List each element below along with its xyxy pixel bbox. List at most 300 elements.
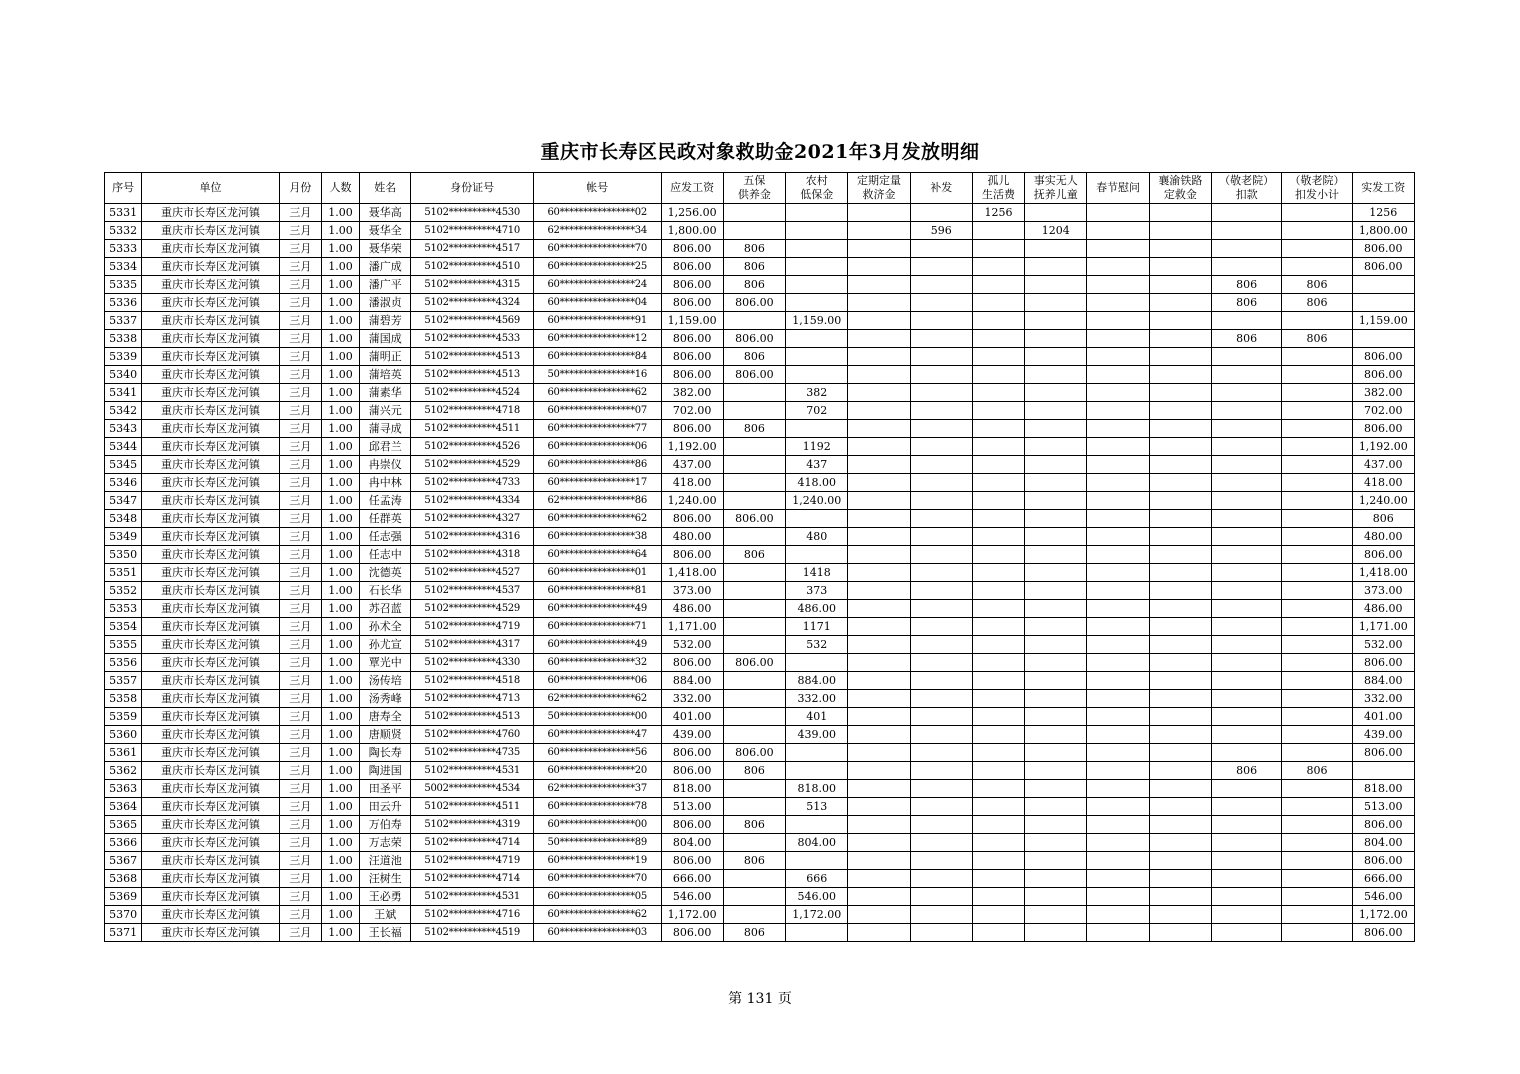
cell-actual: 806.00 (1352, 420, 1414, 438)
cell-fixed (848, 618, 910, 636)
cell-supp (910, 834, 972, 852)
cell-account: 60****************86 (533, 456, 661, 474)
cell-spring (1087, 528, 1149, 546)
cell-dibao: 480 (786, 528, 848, 546)
cell-spring (1087, 276, 1149, 294)
cell-seq: 5363 (105, 780, 142, 798)
cell-subtotal (1282, 474, 1352, 492)
cell-fixed (848, 204, 910, 222)
cell-spring (1087, 366, 1149, 384)
cell-child (1025, 726, 1087, 744)
cell-fixed (848, 744, 910, 762)
cell-unit: 重庆市长寿区龙河镇 (142, 330, 280, 348)
cell-name: 蒲碧芳 (360, 312, 411, 330)
cell-seq: 5356 (105, 654, 142, 672)
cell-dibao: 373 (786, 582, 848, 600)
cell-unit: 重庆市长寿区龙河镇 (142, 528, 280, 546)
cell-dibao (786, 852, 848, 870)
cell-wubao: 806 (723, 924, 785, 942)
cell-orphan (972, 312, 1024, 330)
cell-rail (1149, 276, 1211, 294)
cell-wubao (723, 204, 785, 222)
cell-seq: 5350 (105, 546, 142, 564)
cell-seq: 5354 (105, 618, 142, 636)
cell-rail (1149, 906, 1211, 924)
cell-seq: 5358 (105, 690, 142, 708)
cell-dibao: 532 (786, 636, 848, 654)
cell-due: 1,159.00 (661, 312, 723, 330)
cell-account: 60****************07 (533, 402, 661, 420)
cell-seq: 5352 (105, 582, 142, 600)
cell-deduct (1211, 582, 1281, 600)
cell-orphan (972, 690, 1024, 708)
cell-actual: 666.00 (1352, 870, 1414, 888)
cell-spring (1087, 240, 1149, 258)
cell-orphan (972, 636, 1024, 654)
cell-subtotal: 806 (1282, 276, 1352, 294)
cell-idno: 5102**********4327 (411, 510, 534, 528)
cell-actual: 1,800.00 (1352, 222, 1414, 240)
cell-deduct (1211, 222, 1281, 240)
cell-actual: 1,240.00 (1352, 492, 1414, 510)
cell-dibao: 702 (786, 402, 848, 420)
cell-due: 806.00 (661, 924, 723, 942)
cell-supp (910, 744, 972, 762)
cell-wubao (723, 312, 785, 330)
cell-fixed (848, 816, 910, 834)
cell-due: 804.00 (661, 834, 723, 852)
cell-due: 1,192.00 (661, 438, 723, 456)
cell-actual: 702.00 (1352, 402, 1414, 420)
cell-dibao: 513 (786, 798, 848, 816)
cell-account: 60****************01 (533, 564, 661, 582)
cell-fixed (848, 366, 910, 384)
cell-supp (910, 402, 972, 420)
cell-name: 任志中 (360, 546, 411, 564)
cell-deduct (1211, 564, 1281, 582)
cell-spring (1087, 870, 1149, 888)
cell-idno: 5102**********4519 (411, 924, 534, 942)
cell-subtotal (1282, 258, 1352, 276)
cell-wubao (723, 906, 785, 924)
cell-unit: 重庆市长寿区龙河镇 (142, 384, 280, 402)
cell-month: 三月 (279, 600, 321, 618)
cell-account: 50****************16 (533, 366, 661, 384)
cell-supp (910, 726, 972, 744)
cell-fixed (848, 708, 910, 726)
cell-subtotal (1282, 852, 1352, 870)
cell-actual: 1,171.00 (1352, 618, 1414, 636)
cell-wubao (723, 438, 785, 456)
cell-count: 1.00 (321, 762, 359, 780)
cell-idno: 5102**********4714 (411, 870, 534, 888)
cell-idno: 5102**********4330 (411, 654, 534, 672)
header-child: 事实无人 抚养儿童 (1025, 173, 1087, 204)
cell-actual: 806.00 (1352, 348, 1414, 366)
cell-count: 1.00 (321, 384, 359, 402)
cell-supp (910, 636, 972, 654)
cell-count: 1.00 (321, 906, 359, 924)
cell-account: 60****************49 (533, 636, 661, 654)
cell-child (1025, 384, 1087, 402)
cell-count: 1.00 (321, 312, 359, 330)
cell-seq: 5353 (105, 600, 142, 618)
cell-fixed (848, 528, 910, 546)
header-due: 应发工资 (661, 173, 723, 204)
cell-child (1025, 870, 1087, 888)
cell-actual: 373.00 (1352, 582, 1414, 600)
cell-deduct (1211, 258, 1281, 276)
cell-unit: 重庆市长寿区龙河镇 (142, 672, 280, 690)
cell-deduct (1211, 420, 1281, 438)
cell-month: 三月 (279, 618, 321, 636)
cell-actual: 1,418.00 (1352, 564, 1414, 582)
cell-fixed (848, 420, 910, 438)
cell-idno: 5102**********4719 (411, 852, 534, 870)
cell-spring (1087, 564, 1149, 582)
cell-rail (1149, 366, 1211, 384)
cell-supp (910, 420, 972, 438)
cell-fixed (848, 222, 910, 240)
cell-wubao (723, 384, 785, 402)
cell-seq: 5362 (105, 762, 142, 780)
cell-month: 三月 (279, 870, 321, 888)
cell-idno: 5102**********4718 (411, 402, 534, 420)
cell-unit: 重庆市长寿区龙河镇 (142, 906, 280, 924)
cell-orphan (972, 852, 1024, 870)
cell-name: 田云升 (360, 798, 411, 816)
cell-supp (910, 924, 972, 942)
cell-account: 60****************64 (533, 546, 661, 564)
cell-subtotal (1282, 834, 1352, 852)
cell-supp (910, 258, 972, 276)
cell-deduct (1211, 888, 1281, 906)
table-header-row (105, 173, 1415, 204)
cell-spring (1087, 744, 1149, 762)
cell-spring (1087, 888, 1149, 906)
cell-deduct (1211, 240, 1281, 258)
cell-actual (1352, 276, 1414, 294)
cell-idno: 5102**********4529 (411, 456, 534, 474)
cell-supp (910, 204, 972, 222)
cell-seq: 5369 (105, 888, 142, 906)
cell-wubao: 806 (723, 852, 785, 870)
cell-due: 806.00 (661, 240, 723, 258)
cell-idno: 5102**********4531 (411, 888, 534, 906)
cell-count: 1.00 (321, 852, 359, 870)
table-row (105, 258, 1415, 276)
cell-seq: 5357 (105, 672, 142, 690)
cell-month: 三月 (279, 654, 321, 672)
cell-spring (1087, 726, 1149, 744)
cell-subtotal (1282, 924, 1352, 942)
cell-subtotal (1282, 546, 1352, 564)
cell-spring (1087, 690, 1149, 708)
cell-name: 蒲国成 (360, 330, 411, 348)
cell-dibao (786, 204, 848, 222)
cell-spring (1087, 816, 1149, 834)
cell-child (1025, 816, 1087, 834)
cell-rail (1149, 438, 1211, 456)
page-prefix: 第 (728, 991, 743, 1007)
cell-supp (910, 906, 972, 924)
cell-unit: 重庆市长寿区龙河镇 (142, 726, 280, 744)
cell-rail (1149, 798, 1211, 816)
cell-idno: 5102**********4513 (411, 366, 534, 384)
cell-spring (1087, 708, 1149, 726)
table-row (105, 438, 1415, 456)
cell-fixed (848, 834, 910, 852)
cell-deduct (1211, 780, 1281, 798)
cell-due: 806.00 (661, 546, 723, 564)
table-row (105, 204, 1415, 222)
cell-subtotal (1282, 420, 1352, 438)
cell-due: 532.00 (661, 636, 723, 654)
table-row (105, 924, 1415, 942)
cell-rail (1149, 618, 1211, 636)
cell-idno: 5102**********4735 (411, 744, 534, 762)
cell-count: 1.00 (321, 492, 359, 510)
table-row (105, 312, 1415, 330)
cell-due: 806.00 (661, 852, 723, 870)
cell-spring (1087, 618, 1149, 636)
cell-actual: 806.00 (1352, 744, 1414, 762)
cell-month: 三月 (279, 528, 321, 546)
cell-spring (1087, 636, 1149, 654)
cell-idno: 5102**********4334 (411, 492, 534, 510)
cell-fixed (848, 924, 910, 942)
cell-actual: 1,172.00 (1352, 906, 1414, 924)
cell-rail (1149, 924, 1211, 942)
cell-name: 陶长寿 (360, 744, 411, 762)
cell-count: 1.00 (321, 546, 359, 564)
cell-account: 60****************06 (533, 438, 661, 456)
cell-month: 三月 (279, 744, 321, 762)
cell-fixed (848, 240, 910, 258)
cell-subtotal (1282, 708, 1352, 726)
cell-subtotal (1282, 312, 1352, 330)
cell-wubao (723, 708, 785, 726)
cell-fixed (848, 906, 910, 924)
cell-count: 1.00 (321, 510, 359, 528)
cell-child (1025, 294, 1087, 312)
cell-count: 1.00 (321, 690, 359, 708)
cell-name: 汤秀峰 (360, 690, 411, 708)
cell-count: 1.00 (321, 330, 359, 348)
cell-child (1025, 582, 1087, 600)
cell-subtotal (1282, 564, 1352, 582)
cell-rail (1149, 852, 1211, 870)
cell-dibao: 382 (786, 384, 848, 402)
cell-unit: 重庆市长寿区龙河镇 (142, 852, 280, 870)
cell-supp (910, 546, 972, 564)
cell-count: 1.00 (321, 294, 359, 312)
cell-deduct (1211, 618, 1281, 636)
cell-unit: 重庆市长寿区龙河镇 (142, 744, 280, 762)
cell-actual: 418.00 (1352, 474, 1414, 492)
cell-rail (1149, 600, 1211, 618)
cell-month: 三月 (279, 546, 321, 564)
cell-rail (1149, 420, 1211, 438)
cell-subtotal (1282, 438, 1352, 456)
cell-child (1025, 834, 1087, 852)
cell-seq: 5368 (105, 870, 142, 888)
cell-seq: 5366 (105, 834, 142, 852)
cell-wubao: 806.00 (723, 366, 785, 384)
cell-dibao: 486.00 (786, 600, 848, 618)
cell-supp (910, 312, 972, 330)
cell-due: 806.00 (661, 294, 723, 312)
cell-actual: 804.00 (1352, 834, 1414, 852)
cell-deduct (1211, 600, 1281, 618)
cell-dibao: 884.00 (786, 672, 848, 690)
cell-idno: 5102**********4518 (411, 672, 534, 690)
cell-wubao (723, 492, 785, 510)
cell-name: 潘淑贞 (360, 294, 411, 312)
cell-month: 三月 (279, 438, 321, 456)
cell-supp (910, 384, 972, 402)
cell-month: 三月 (279, 690, 321, 708)
cell-seq: 5348 (105, 510, 142, 528)
cell-subtotal (1282, 384, 1352, 402)
cell-month: 三月 (279, 348, 321, 366)
cell-supp (910, 276, 972, 294)
cell-subtotal: 806 (1282, 294, 1352, 312)
cell-spring (1087, 582, 1149, 600)
cell-count: 1.00 (321, 618, 359, 636)
cell-fixed (848, 636, 910, 654)
cell-unit: 重庆市长寿区龙河镇 (142, 204, 280, 222)
cell-unit: 重庆市长寿区龙河镇 (142, 438, 280, 456)
cell-seq: 5360 (105, 726, 142, 744)
cell-account: 60****************78 (533, 798, 661, 816)
cell-rail (1149, 816, 1211, 834)
cell-spring (1087, 834, 1149, 852)
cell-seq: 5361 (105, 744, 142, 762)
cell-account: 50****************89 (533, 834, 661, 852)
cell-fixed (848, 600, 910, 618)
cell-orphan (972, 924, 1024, 942)
header-subtotal: （敬老院） 扣发小计 (1282, 173, 1352, 204)
cell-fixed (848, 870, 910, 888)
cell-dibao: 1,159.00 (786, 312, 848, 330)
cell-subtotal: 806 (1282, 330, 1352, 348)
cell-idno: 5102**********4713 (411, 690, 534, 708)
cell-child (1025, 240, 1087, 258)
cell-rail (1149, 402, 1211, 420)
cell-spring (1087, 258, 1149, 276)
cell-account: 60****************03 (533, 924, 661, 942)
cell-count: 1.00 (321, 798, 359, 816)
cell-spring (1087, 906, 1149, 924)
cell-unit: 重庆市长寿区龙河镇 (142, 636, 280, 654)
cell-rail (1149, 870, 1211, 888)
cell-wubao (723, 798, 785, 816)
cell-dibao: 437 (786, 456, 848, 474)
cell-deduct (1211, 492, 1281, 510)
header-fixed: 定期定量 救济金 (848, 173, 910, 204)
cell-name: 孙术全 (360, 618, 411, 636)
cell-deduct (1211, 546, 1281, 564)
cell-child (1025, 420, 1087, 438)
cell-orphan (972, 582, 1024, 600)
cell-deduct (1211, 708, 1281, 726)
cell-month: 三月 (279, 402, 321, 420)
cell-subtotal (1282, 240, 1352, 258)
cell-month: 三月 (279, 726, 321, 744)
cell-dibao (786, 510, 848, 528)
cell-actual: 1,192.00 (1352, 438, 1414, 456)
cell-name: 任孟涛 (360, 492, 411, 510)
cell-seq: 5335 (105, 276, 142, 294)
cell-unit: 重庆市长寿区龙河镇 (142, 474, 280, 492)
cell-name: 蒲明正 (360, 348, 411, 366)
cell-supp (910, 870, 972, 888)
cell-count: 1.00 (321, 222, 359, 240)
cell-month: 三月 (279, 420, 321, 438)
cell-orphan (972, 618, 1024, 636)
cell-month: 三月 (279, 276, 321, 294)
header-idno: 身份证号 (411, 173, 534, 204)
table-row (105, 384, 1415, 402)
table-row (105, 348, 1415, 366)
cell-dibao: 1,240.00 (786, 492, 848, 510)
cell-dibao (786, 762, 848, 780)
cell-due: 1,172.00 (661, 906, 723, 924)
cell-deduct (1211, 744, 1281, 762)
cell-name: 石长华 (360, 582, 411, 600)
table-row (105, 726, 1415, 744)
cell-account: 60****************38 (533, 528, 661, 546)
cell-unit: 重庆市长寿区龙河镇 (142, 258, 280, 276)
cell-wubao (723, 474, 785, 492)
header-month: 月份 (279, 173, 321, 204)
cell-deduct (1211, 204, 1281, 222)
cell-due: 702.00 (661, 402, 723, 420)
cell-due: 806.00 (661, 420, 723, 438)
relief-payment-table (104, 172, 1415, 942)
cell-due: 1,800.00 (661, 222, 723, 240)
cell-wubao (723, 636, 785, 654)
cell-account: 60****************70 (533, 240, 661, 258)
cell-deduct (1211, 906, 1281, 924)
cell-orphan (972, 258, 1024, 276)
cell-seq: 5347 (105, 492, 142, 510)
cell-month: 三月 (279, 384, 321, 402)
cell-dibao (786, 546, 848, 564)
cell-month: 三月 (279, 762, 321, 780)
cell-subtotal (1282, 456, 1352, 474)
cell-actual: 1,159.00 (1352, 312, 1414, 330)
cell-unit: 重庆市长寿区龙河镇 (142, 402, 280, 420)
cell-wubao: 806 (723, 258, 785, 276)
cell-child: 1204 (1025, 222, 1087, 240)
cell-seq: 5342 (105, 402, 142, 420)
cell-rail (1149, 222, 1211, 240)
cell-dibao (786, 816, 848, 834)
cell-deduct (1211, 456, 1281, 474)
cell-orphan (972, 600, 1024, 618)
cell-rail (1149, 528, 1211, 546)
cell-seq: 5346 (105, 474, 142, 492)
cell-due: 373.00 (661, 582, 723, 600)
cell-count: 1.00 (321, 654, 359, 672)
cell-unit: 重庆市长寿区龙河镇 (142, 456, 280, 474)
cell-subtotal (1282, 600, 1352, 618)
cell-orphan (972, 330, 1024, 348)
cell-orphan (972, 834, 1024, 852)
cell-rail (1149, 492, 1211, 510)
